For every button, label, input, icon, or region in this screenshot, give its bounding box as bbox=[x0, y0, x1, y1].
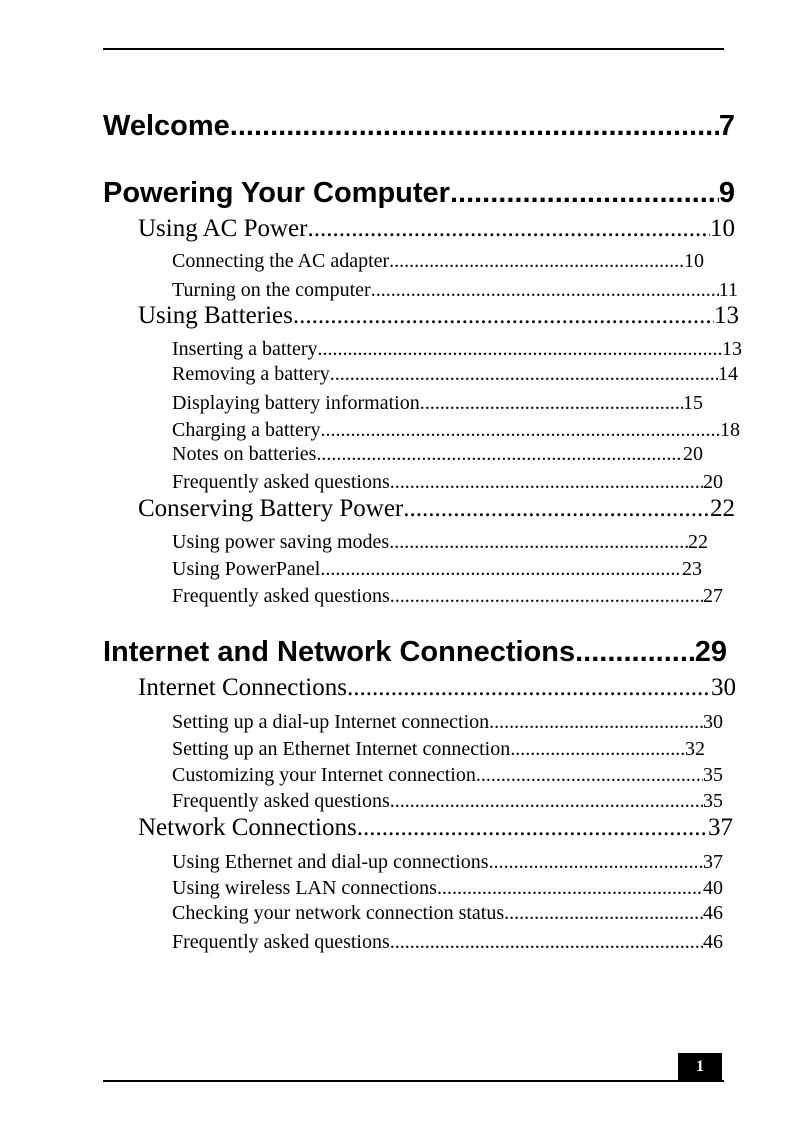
page-number: 20 bbox=[683, 443, 703, 465]
toc-item-entry[interactable] bbox=[172, 471, 723, 494]
toc-section-entry[interactable] bbox=[138, 215, 735, 243]
dot-leader bbox=[390, 790, 703, 813]
dot-leader bbox=[293, 302, 714, 330]
section-title: Network Connections bbox=[138, 814, 357, 841]
toc-item-entry[interactable] bbox=[172, 738, 705, 761]
page-number: 18 bbox=[720, 419, 740, 441]
page-number: 13 bbox=[722, 338, 742, 360]
dot-leader bbox=[389, 531, 688, 554]
toc-section-entry[interactable] bbox=[138, 302, 739, 330]
dot-leader bbox=[230, 110, 719, 143]
dot-leader bbox=[476, 764, 703, 787]
page-number: 7 bbox=[718, 110, 735, 142]
page-number: 35 bbox=[703, 790, 723, 812]
item-title: Checking your network connection status bbox=[172, 902, 505, 924]
dot-leader bbox=[318, 338, 723, 361]
section-title: Using AC Power bbox=[138, 215, 308, 242]
toc-item-entry[interactable] bbox=[172, 585, 723, 608]
page-number: 10 bbox=[684, 250, 704, 272]
dot-leader bbox=[489, 711, 703, 734]
dot-leader bbox=[390, 585, 703, 608]
item-title: Turning on the computer bbox=[172, 279, 371, 301]
toc-section-entry[interactable] bbox=[138, 814, 733, 842]
page-number: 13 bbox=[714, 302, 739, 329]
item-title: Using Ethernet and dial-up connections bbox=[172, 851, 489, 873]
toc-item-entry[interactable] bbox=[172, 419, 740, 442]
dot-leader bbox=[390, 931, 703, 954]
chapter-title: Welcome bbox=[103, 110, 230, 142]
item-title: Inserting a battery bbox=[172, 338, 318, 360]
toc-item-entry[interactable] bbox=[172, 558, 702, 581]
toc-item-entry[interactable] bbox=[172, 711, 723, 734]
dot-leader bbox=[389, 250, 684, 273]
page-number: 29 bbox=[694, 636, 727, 668]
toc-item-entry[interactable] bbox=[172, 931, 723, 954]
page-number: 11 bbox=[718, 279, 738, 301]
page-number: 27 bbox=[703, 585, 723, 607]
dot-leader bbox=[504, 902, 703, 925]
toc-item-entry[interactable] bbox=[172, 877, 723, 900]
dot-leader bbox=[403, 495, 710, 523]
dot-leader bbox=[330, 363, 718, 386]
toc-item-entry[interactable] bbox=[172, 250, 704, 273]
item-title: Setting up a dial-up Internet connection bbox=[172, 711, 490, 733]
dot-leader bbox=[437, 877, 703, 900]
toc-chapter-entry[interactable] bbox=[103, 110, 735, 143]
footer-rule bbox=[103, 1080, 724, 1082]
toc-section-entry[interactable] bbox=[138, 495, 735, 523]
page-number: 10 bbox=[710, 215, 735, 242]
header-rule bbox=[103, 48, 724, 50]
page-number: 14 bbox=[718, 363, 738, 385]
toc-chapter-entry[interactable] bbox=[103, 177, 735, 210]
toc-item-entry[interactable] bbox=[172, 392, 703, 415]
section-title: Internet Connections bbox=[138, 674, 347, 701]
item-title: Displaying battery information bbox=[172, 392, 420, 414]
dot-leader bbox=[489, 851, 703, 874]
page-number: 32 bbox=[685, 738, 705, 760]
page-number: 46 bbox=[703, 931, 723, 953]
item-title: Frequently asked questions bbox=[172, 931, 390, 953]
page-number: 20 bbox=[703, 471, 723, 493]
page-number: 23 bbox=[682, 558, 702, 580]
chapter-title: Internet and Network Connections bbox=[103, 636, 576, 668]
dot-leader bbox=[420, 392, 683, 415]
page-number-badge: 1 bbox=[678, 1053, 722, 1081]
toc-item-entry[interactable] bbox=[172, 531, 708, 554]
toc-chapter-entry[interactable] bbox=[103, 636, 727, 669]
page-number: 37 bbox=[708, 814, 733, 841]
item-title: Connecting the AC adapter bbox=[172, 250, 390, 272]
page-number: 15 bbox=[683, 392, 703, 414]
item-title: Charging a battery bbox=[172, 419, 321, 441]
dot-leader bbox=[371, 279, 719, 302]
dot-leader bbox=[347, 674, 711, 702]
item-title: Removing a battery bbox=[172, 363, 330, 385]
dot-leader bbox=[390, 471, 703, 494]
page-number: 37 bbox=[703, 851, 723, 873]
page-number: 35 bbox=[703, 764, 723, 786]
toc-section-entry[interactable] bbox=[138, 674, 736, 702]
item-title: Frequently asked questions bbox=[172, 471, 390, 493]
page-number: 22 bbox=[688, 531, 708, 553]
page-number: 30 bbox=[703, 711, 723, 733]
dot-leader bbox=[320, 558, 682, 581]
toc-item-entry[interactable] bbox=[172, 902, 723, 925]
page-number: 30 bbox=[711, 674, 736, 701]
dot-leader bbox=[450, 177, 719, 210]
item-title: Using wireless LAN connections bbox=[172, 877, 437, 899]
toc-item-entry[interactable] bbox=[172, 363, 738, 386]
dot-leader bbox=[320, 419, 720, 442]
toc-item-entry[interactable] bbox=[172, 338, 742, 361]
page-number: 9 bbox=[718, 177, 735, 209]
dot-leader bbox=[510, 738, 685, 761]
toc-item-entry[interactable] bbox=[172, 790, 723, 813]
toc-item-entry[interactable] bbox=[172, 279, 738, 302]
item-title: Notes on batteries bbox=[172, 443, 317, 465]
page-number: 22 bbox=[710, 495, 735, 522]
item-title: Frequently asked questions bbox=[172, 585, 390, 607]
dot-leader bbox=[357, 814, 708, 842]
page-number: 46 bbox=[703, 902, 723, 924]
toc-item-entry[interactable] bbox=[172, 764, 723, 787]
item-title: Using PowerPanel bbox=[172, 558, 321, 580]
chapter-title: Powering Your Computer bbox=[103, 177, 450, 209]
item-title: Customizing your Internet connection bbox=[172, 764, 476, 786]
item-title: Using power saving modes bbox=[172, 531, 390, 553]
section-title: Using Batteries bbox=[138, 302, 293, 329]
dot-leader bbox=[575, 636, 695, 669]
toc-item-entry[interactable] bbox=[172, 443, 703, 466]
item-title: Frequently asked questions bbox=[172, 790, 390, 812]
toc-item-entry[interactable] bbox=[172, 851, 723, 874]
item-title: Setting up an Ethernet Internet connection bbox=[172, 738, 511, 760]
page-number: 40 bbox=[703, 877, 723, 899]
section-title: Conserving Battery Power bbox=[138, 495, 404, 522]
dot-leader bbox=[307, 215, 710, 243]
dot-leader bbox=[316, 443, 683, 466]
